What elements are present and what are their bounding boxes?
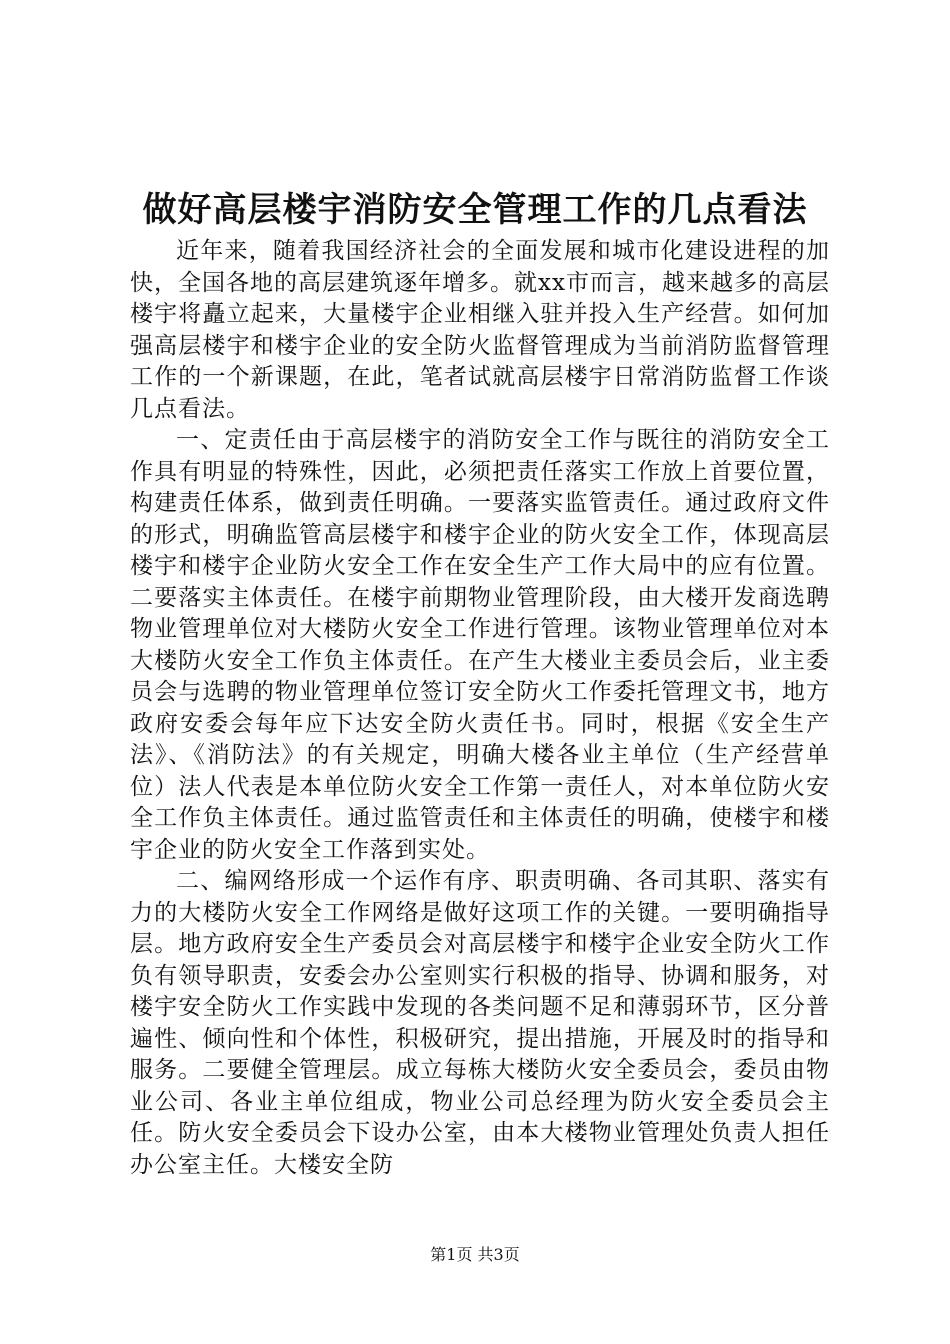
paragraph-intro: 近年来，随着我国经济社会的全面发展和城市化建设进程的加快，全国各地的高层建筑逐年增多。就xx市而言，越来越多的高层楼宇将矗立起来，大量楼宇企业相继入驻并投入生产经营。如何加强高层楼宇和楼宇企业的安全防火监督管理成为当前消防监督管理工作的一个新课题，在此，笔者试就高层楼宇日常消防监督工作谈几点看法。	[130, 238, 830, 422]
document-body	[130, 236, 830, 1181]
page-footer: 第1页 共3页	[430, 1245, 520, 1264]
paragraph-section-2: 二、编网络形成一个运作有序、职责明确、各司其职、落实有力的大楼防火安全工作网络是做好这项工作的关键。一要明确指导层。地方政府安全生产委员会对高层楼宇和楼宇企业安全防火工作负有领导职责，安委会办公室则实行积极的指导、协调和服务，对楼宇安全防火工作实践中发现的各类问题不足和薄弱环节，区分普遍性、倾向性和个体性，积极研究，提出措施，开展及时的指导和服务。二要健全管理层。成立每栋大楼防火安全委员会，委员由物业公司、各业主单位组成，物业公司总经理为防火安全委员会主任。防火安全委员会下设办公室，由本大楼物业管理处负责人担任办公室主任。大楼安全防	[130, 868, 830, 1178]
document-title: 做好高层楼宇消防安全管理工作的几点看法	[142, 190, 808, 230]
paragraph-section-1: 一、定责任由于高层楼宇的消防安全工作与既往的消防安全工作具有明显的特殊性，因此，必须把责任落实工作放上首要位置，构建责任体系，做到责任明确。一要落实监管责任。通过政府文件的形式，明确监管高层楼宇和楼宇企业的防火安全工作，体现高层楼宇和楼宇企业防火安全工作在安全生产工作大局中的应有位置。二要落实主体责任。在楼宇前期物业管理阶段，由大楼开发商选聘物业管理单位对大楼防火安全工作进行管理。该物业管理单位对本大楼防火安全工作负主体责任。在产生大楼业主委员会后，业主委员会与选聘的物业管理单位签订安全防火工作委托管理文书，地方政府安委会每年应下达安全防火责任书。同时，根据《安全生产法》、《消防法》的有关规定，明确大楼各业主单位（生产经营单位）法人代表是本单位防火安全工作第一责任人，对本单位防火安全工作负主体责任。通过监管责任和主体责任的明确，使楼宇和楼宇企业的防火安全工作落到实处。	[130, 427, 830, 863]
